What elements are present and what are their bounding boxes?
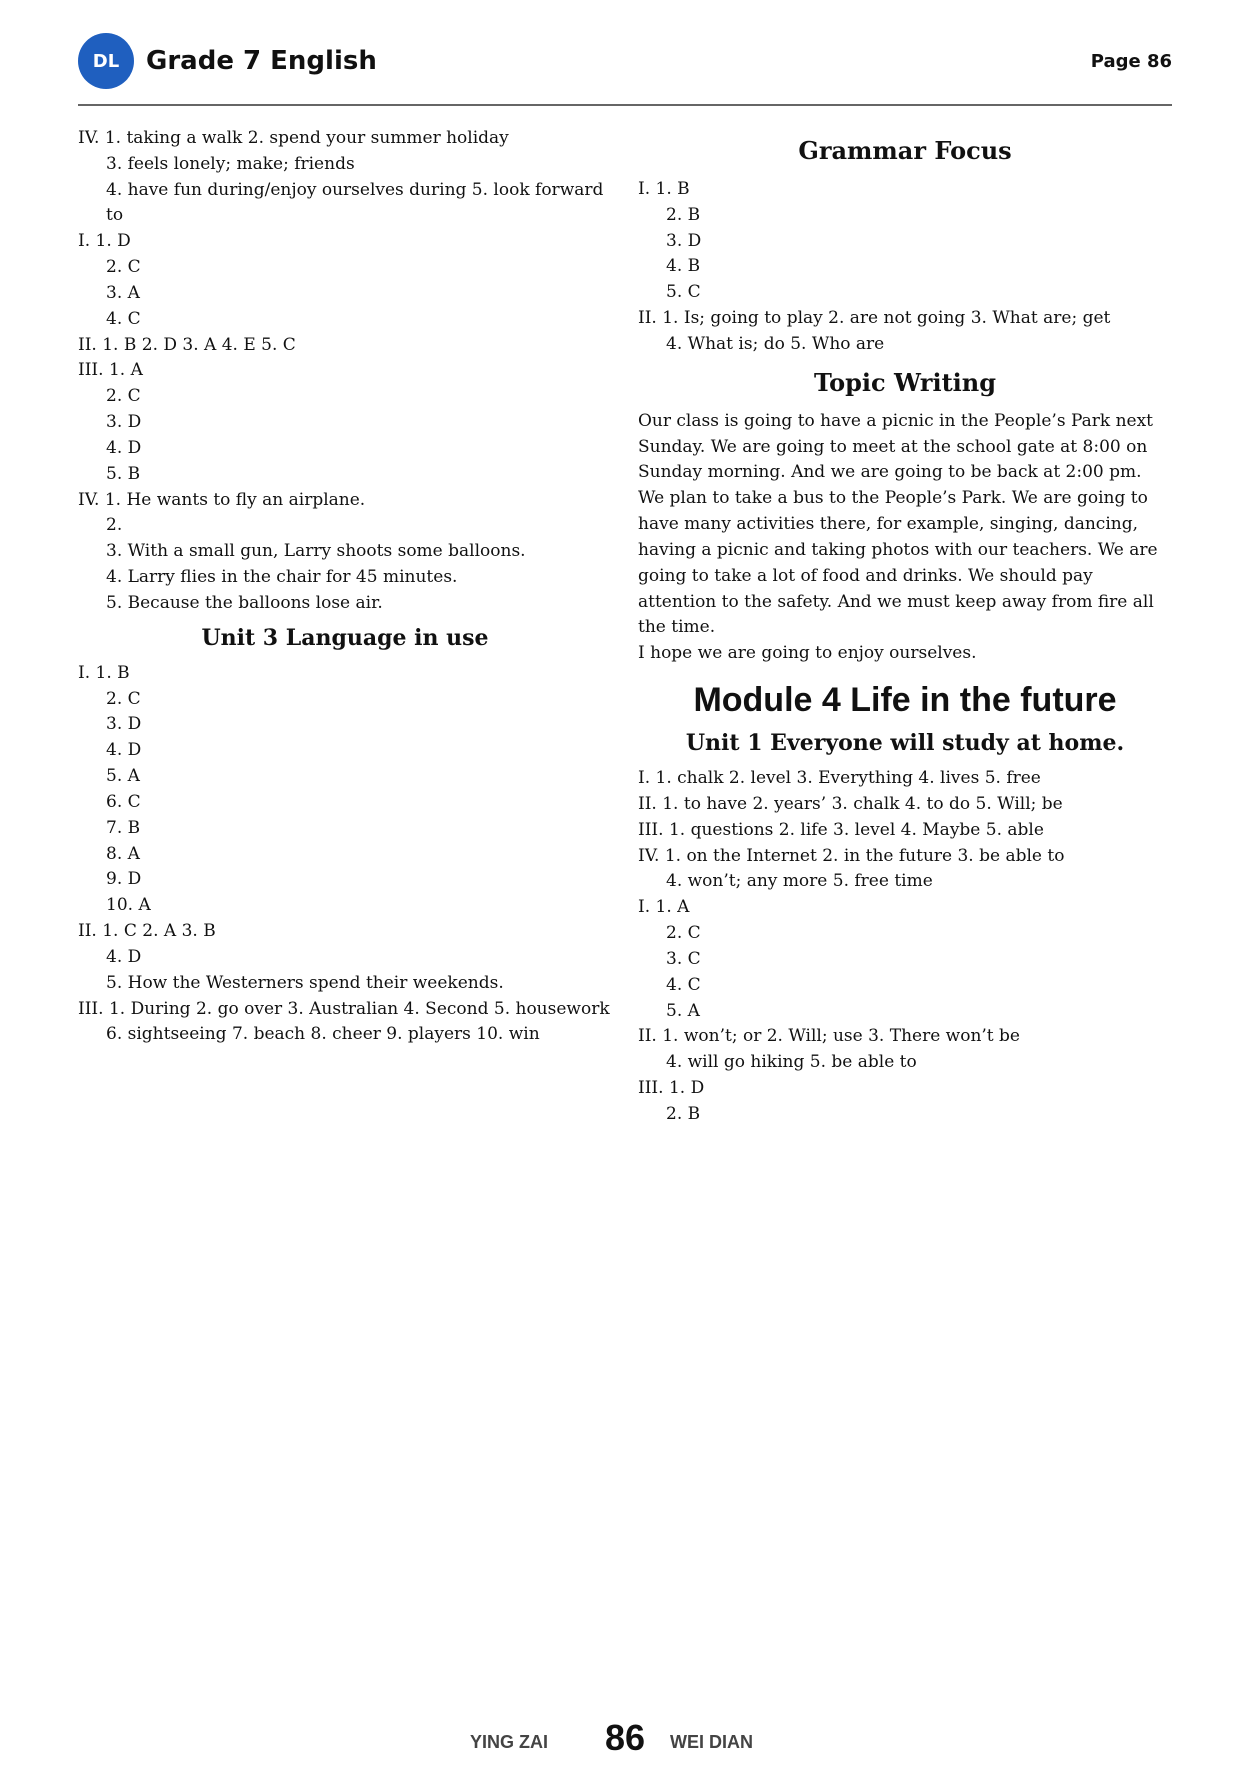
left-line-30: II. 1. C 2. A 3. B: [78, 921, 216, 942]
right-line-25: III. 1. D: [638, 1078, 705, 1099]
left-list: [78, 126, 612, 1048]
right-line-23: II. 1. won’t; or 2. Will; use 3. There won’t be: [638, 1026, 1020, 1047]
module-title: Module 4 Life in the future: [693, 681, 1117, 720]
left-line-16: 3. With a small gun, Larry shoots some balloons.: [106, 541, 526, 562]
right-line-14: II. 1. to have 2. years’ 3. chalk 4. to do 5. Will; be: [638, 793, 1063, 814]
right-line-1: I. 1. B: [638, 179, 690, 199]
unit1-title: Unit 1 Everyone will study at home.: [685, 730, 1125, 757]
logo-icon: DL: [78, 33, 134, 89]
left-line-14: IV. 1. He wants to fly an airplane.: [78, 489, 366, 510]
right-line-18: I. 1. A: [638, 897, 690, 918]
right-line-19: 2. C: [666, 923, 701, 944]
left-line-1: IV. 1. taking a walk 2. spend your summer holiday: [78, 128, 509, 148]
page-header: [78, 18, 1172, 106]
left-line-20: I. 1. B: [78, 662, 130, 683]
right-line-13: I. 1. chalk 2. level 3. Everything 4. lives 5. free: [638, 768, 1041, 789]
right-list: [638, 136, 1172, 1128]
right-line-22: 5. A: [666, 1000, 700, 1021]
right-line-21: 4. C: [666, 974, 701, 995]
left-line-9: III. 1. A: [78, 360, 143, 381]
right-line-10: I hope we are going to enjoy ourselves.: [638, 643, 977, 664]
left-line-4: I. 1. D: [78, 231, 131, 252]
right-line-20: 3. C: [666, 948, 701, 969]
grammar-title: Grammar Focus: [798, 136, 1012, 165]
left-line-32: 5. How the Westerners spend their weekends.: [106, 972, 504, 993]
left-line-29: 10. A: [106, 895, 151, 916]
left-line-23: 4. D: [106, 740, 142, 761]
left-line-15: 2.: [106, 515, 123, 536]
brand-title: Grade 7 English: [146, 46, 377, 76]
right-line-9: We plan to take a bus to the People’s Park. We are going to have many activities there, for example, singing, dancing, having a picnic and taking photos with our teachers. We are going to take a lot of food and drinks. We should pay attention to the safety. And we must keep away from fire all the time.: [638, 488, 1158, 638]
left-column: [78, 126, 612, 1128]
left-line-3: 4. have fun during/enjoy ourselves during 5. look forward to: [106, 179, 604, 226]
right-line-5: 5. C: [666, 282, 701, 303]
footer-left-text: YING ZAI: [470, 1732, 549, 1752]
page-number: 86: [604, 1717, 646, 1758]
right-line-4: 4. B: [666, 256, 701, 277]
left-line-25: 6. C: [106, 791, 141, 812]
left-line-10: 2. C: [106, 386, 141, 407]
left-line-31: 4. D: [106, 946, 142, 967]
left-line-18: 5. Because the balloons lose air.: [106, 592, 383, 613]
right-line-2: 2. B: [666, 204, 701, 225]
right-line-8: Our class is going to have a picnic in the People’s Park next Sunday. We are going to meet at the school gate at 8:00 on Sunday morning. And we are going to be back at 2:00 pm.: [638, 410, 1154, 483]
right-line-15: III. 1. questions 2. life 3. level 4. Maybe 5. able: [638, 819, 1044, 840]
left-line-8: II. 1. B 2. D 3. A 4. E 5. C: [78, 334, 296, 355]
left-line-6: 3. A: [106, 282, 140, 303]
right-line-6: II. 1. Is; going to play 2. are not going 3. What are; get: [638, 308, 1111, 329]
writing-title: Topic Writing: [813, 367, 997, 397]
left-line-21: 2. C: [106, 688, 141, 709]
right-line-26: 2. B: [666, 1103, 701, 1124]
right-line-3: 3. D: [666, 230, 702, 251]
right-line-17: 4. won’t; any more 5. free time: [666, 871, 933, 892]
left-line-27: 8. A: [106, 843, 140, 864]
left-line-12: 4. D: [106, 437, 142, 458]
footer-right-text: WEI DIAN: [670, 1732, 753, 1752]
left-line-17: 4. Larry flies in the chair for 45 minutes.: [106, 567, 458, 588]
left-line-13: 5. B: [106, 463, 141, 484]
left-line-26: 7. B: [106, 817, 141, 838]
left-line-33: III. 1. During 2. go over 3. Australian 4. Second 5. housework: [78, 998, 610, 1019]
unit3-title: Unit 3 Language in use: [201, 624, 489, 651]
page-subject: Page 86: [1090, 50, 1172, 72]
left-line-34: 6. sightseeing 7. beach 8. cheer 9. players 10. win: [106, 1024, 540, 1045]
left-line-24: 5. A: [106, 766, 140, 787]
right-line-7: 4. What is; do 5. Who are: [666, 333, 885, 354]
left-line-22: 3. D: [106, 714, 142, 735]
right-line-24: 4. will go hiking 5. be able to: [666, 1052, 917, 1073]
right-column: [638, 126, 1172, 1128]
left-line-7: 4. C: [106, 308, 141, 329]
left-line-2: 3. feels lonely; make; friends: [106, 153, 355, 174]
left-line-28: 9. D: [106, 869, 142, 890]
left-line-11: 3. D: [106, 412, 142, 433]
content-columns: [78, 126, 1172, 1128]
left-line-5: 2. C: [106, 257, 141, 278]
brand-block: [78, 33, 377, 89]
right-line-16: IV. 1. on the Internet 2. in the future 3. be able to: [638, 845, 1065, 866]
